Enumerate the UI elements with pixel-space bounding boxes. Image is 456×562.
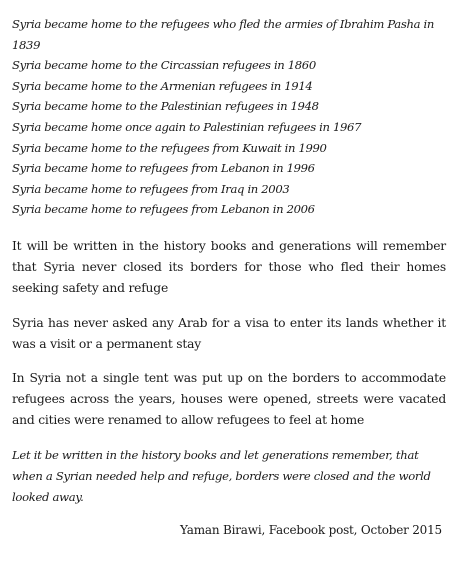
paragraph-history-books: It will be written in the history books and generations will remember that Syria never closed its borders for those who fled their homes seeking safety and refuge (12, 238, 446, 296)
paragraph-visa: Syria has never asked any Arab for a visa to enter its lands whether it was a visit or a permanent stay (12, 315, 446, 351)
list-item: Syria became home to the Palestinian refugees in 1948 (12, 99, 319, 114)
list-item: Syria became home to the refugees who fled the armies of Ibrahim Pasha in 1839 (12, 17, 434, 52)
list-item: Syria became home to the Armenian refugees in 1914 (12, 78, 313, 93)
refugee-history-list (12, 14, 446, 220)
paragraph-no-tents: In Syria not a single tent was put up on the borders to accommodate refugees across the years, houses were opened, streets were vacated and cities were renamed to allow refugees to feel at home (12, 370, 446, 428)
list-item: Syria became home once again to Palestinian refugees in 1967 (12, 119, 362, 134)
list-item: Syria became home to the refugees from Kuwait in 1990 (12, 140, 327, 155)
closing-statement: Let it be written in the history books and let generations remember, that when a Syrian needed help and refuge, borders were closed and the world looked away. (12, 447, 431, 504)
list-item: Syria became home to refugees from Iraq in 2003 (12, 181, 290, 196)
list-item: Syria became home to refugees from Lebanon in 1996 (12, 161, 315, 176)
attribution: Yaman Birawi, Facebook post, October 2015 (179, 523, 442, 538)
list-item: Syria became home to refugees from Lebanon in 2006 (12, 202, 315, 217)
list-item: Syria became home to the Circassian refugees in 1860 (12, 58, 316, 73)
